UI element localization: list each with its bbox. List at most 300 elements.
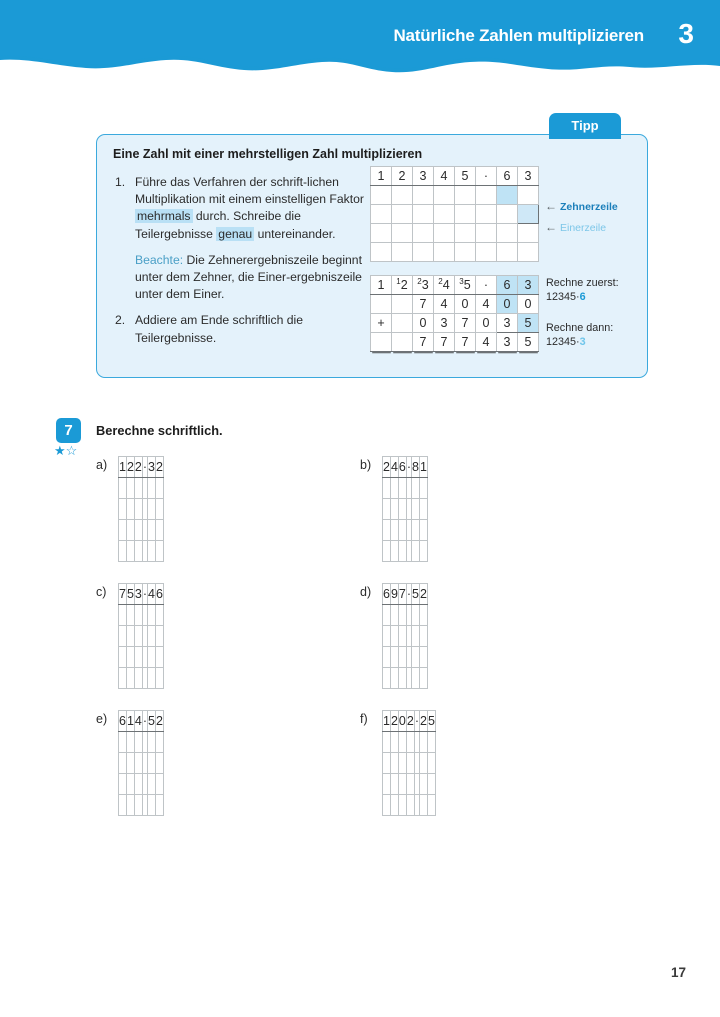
table-row: [383, 499, 428, 520]
tipp-tab: Tipp: [549, 113, 621, 139]
tipp-grid-blank: [370, 166, 539, 262]
cell: 4: [390, 457, 398, 478]
calc-digit: 3: [579, 336, 586, 348]
step-2-number: 2.: [115, 313, 126, 328]
carry-digit: 2: [417, 277, 422, 287]
table-row: [371, 333, 539, 352]
step-1-text-part1: Führe das Verfahren der schrift-lichen Multiplikation mit einem einstelligen Faktor: [135, 175, 364, 207]
cell: 1: [126, 711, 134, 732]
cell: [371, 276, 392, 295]
cell: [434, 224, 455, 243]
answer-cell[interactable]: [390, 626, 398, 647]
table-row: [383, 753, 436, 774]
answer-cell[interactable]: [390, 774, 398, 795]
answer-cell[interactable]: [383, 478, 391, 499]
cell: [497, 205, 518, 224]
cell: 6: [155, 584, 163, 605]
cell: 5: [518, 333, 539, 352]
table-row: [371, 295, 539, 314]
answer-cell[interactable]: [155, 605, 163, 626]
step-1-highlight-genau: genau: [218, 226, 253, 241]
answer-cell[interactable]: [427, 795, 435, 816]
answer-cell[interactable]: [398, 753, 406, 774]
cell-factor-3: 3: [518, 276, 539, 295]
cell: 0: [476, 314, 497, 333]
task-grid: [382, 710, 436, 816]
cell-highlight-einer: [518, 205, 539, 224]
cell: 5: [148, 711, 156, 732]
task-label: b): [360, 458, 372, 472]
cell: 0: [398, 711, 406, 732]
answer-cell[interactable]: [119, 795, 127, 816]
table-row: [371, 224, 539, 243]
task-grid: [382, 456, 428, 562]
answer-cell[interactable]: [419, 499, 427, 520]
cell: ·: [476, 167, 497, 186]
answer-cell[interactable]: [119, 626, 127, 647]
cell: 6: [497, 167, 518, 186]
cell: [455, 243, 476, 262]
cell: [413, 186, 434, 205]
side-note-first: [546, 276, 619, 304]
cell: [371, 224, 392, 243]
answer-cell[interactable]: [412, 541, 420, 562]
answer-cell[interactable]: [419, 520, 427, 541]
answer-cell[interactable]: [119, 499, 127, 520]
cell: 7: [434, 333, 455, 352]
calc-digit: 6: [579, 291, 586, 303]
task-label: d): [360, 585, 372, 599]
answer-cell[interactable]: [119, 774, 127, 795]
carry-digit: 2: [438, 277, 443, 287]
cell: 2: [419, 711, 427, 732]
answer-cell[interactable]: [390, 795, 398, 816]
cell: 2: [126, 457, 134, 478]
answer-cell[interactable]: [398, 732, 406, 753]
answer-cell[interactable]: [398, 499, 406, 520]
answer-cell[interactable]: [390, 753, 398, 774]
cell-text: 1: [377, 278, 385, 292]
answer-cell[interactable]: [134, 732, 142, 753]
answer-cell[interactable]: [148, 520, 156, 541]
cell: 2: [419, 584, 427, 605]
answer-cell[interactable]: [148, 774, 156, 795]
answer-cell[interactable]: [427, 753, 435, 774]
task-label: a): [96, 458, 108, 472]
chapter-number: 3: [678, 18, 694, 49]
tipp-box: [96, 134, 648, 378]
answer-cell[interactable]: [148, 626, 156, 647]
answer-cell[interactable]: [419, 647, 427, 668]
answer-cell[interactable]: [412, 520, 420, 541]
cell: [392, 224, 413, 243]
cell: 7: [455, 314, 476, 333]
answer-cell[interactable]: [390, 541, 398, 562]
answer-cell[interactable]: [119, 732, 127, 753]
cell: 3: [148, 457, 156, 478]
tipp-heading: Eine Zahl mit einer mehrstelligen Zahl multiplizieren: [113, 147, 423, 161]
answer-cell[interactable]: [383, 499, 391, 520]
cell: [371, 186, 392, 205]
answer-cell[interactable]: [419, 774, 427, 795]
table-row: [371, 314, 539, 333]
answer-cell[interactable]: [406, 795, 414, 816]
side-note-first-calc: [546, 290, 619, 304]
answer-cell[interactable]: [134, 478, 142, 499]
step-1-number: 1.: [115, 175, 126, 189]
answer-cell[interactable]: [383, 668, 391, 689]
cell: 6: [119, 711, 127, 732]
table-row: [119, 647, 164, 668]
answer-cell[interactable]: [383, 605, 391, 626]
answer-cell[interactable]: [134, 774, 142, 795]
cell: 3: [434, 314, 455, 333]
answer-cell[interactable]: [406, 774, 414, 795]
answer-cell[interactable]: [398, 668, 406, 689]
cell: ·: [142, 584, 147, 605]
answer-cell[interactable]: [148, 605, 156, 626]
answer-cell[interactable]: [390, 732, 398, 753]
cell: [392, 276, 413, 295]
cell: [476, 243, 497, 262]
table-row: [383, 795, 436, 816]
cell: [392, 243, 413, 262]
answer-cell[interactable]: [406, 753, 414, 774]
answer-cell[interactable]: [119, 605, 127, 626]
cell: [392, 333, 413, 352]
table-row: [119, 584, 164, 605]
cell: 4: [434, 295, 455, 314]
answer-cell[interactable]: [126, 774, 134, 795]
answer-cell[interactable]: [134, 605, 142, 626]
exercise-number-badge: 7: [56, 418, 81, 443]
answer-cell[interactable]: [134, 499, 142, 520]
cell-factor-6: 6: [497, 276, 518, 295]
answer-cell[interactable]: [119, 520, 127, 541]
answer-cell[interactable]: [390, 520, 398, 541]
answer-cell[interactable]: [119, 478, 127, 499]
cell: [497, 224, 518, 243]
answer-cell[interactable]: [390, 499, 398, 520]
answer-cell[interactable]: [126, 520, 134, 541]
tipp-note: [113, 252, 371, 304]
answer-cell[interactable]: [419, 626, 427, 647]
cell: [455, 276, 476, 295]
cell: [413, 224, 434, 243]
task-label: c): [96, 585, 107, 599]
cell-partial-einer: 5: [518, 314, 539, 333]
cell: 2: [406, 711, 414, 732]
cell: 5: [455, 167, 476, 186]
answer-cell[interactable]: [412, 668, 420, 689]
answer-cell[interactable]: [148, 753, 156, 774]
page-header-banner: [0, 0, 720, 90]
answer-cell[interactable]: [427, 774, 435, 795]
answer-cell[interactable]: [148, 478, 156, 499]
cell: [392, 295, 413, 314]
calc-base: 12345·: [546, 336, 580, 348]
answer-cell[interactable]: [383, 753, 391, 774]
table-row: [371, 243, 539, 262]
cell: [371, 333, 392, 352]
answer-cell[interactable]: [155, 795, 163, 816]
cell: 0: [518, 295, 539, 314]
task-grid: [382, 583, 428, 689]
table-row: [119, 774, 164, 795]
answer-cell[interactable]: [398, 520, 406, 541]
answer-cell[interactable]: [126, 478, 134, 499]
table-row: [383, 520, 428, 541]
answer-cell[interactable]: [412, 626, 420, 647]
answer-cell[interactable]: [419, 795, 427, 816]
cell: 3: [413, 167, 434, 186]
answer-cell[interactable]: [134, 795, 142, 816]
cell: [434, 243, 455, 262]
answer-cell[interactable]: [383, 626, 391, 647]
answer-cell[interactable]: [155, 499, 163, 520]
answer-cell[interactable]: [383, 732, 391, 753]
cell: [392, 314, 413, 333]
cell-text: 5: [463, 278, 471, 293]
table-row: [383, 478, 428, 499]
step-1-text-part3: untereinander.: [254, 226, 336, 241]
cell: 4: [476, 333, 497, 352]
table-row: [119, 668, 164, 689]
cell: [413, 276, 434, 295]
cell: 1: [119, 457, 127, 478]
answer-cell[interactable]: [390, 605, 398, 626]
cell: [476, 224, 497, 243]
cell: 2: [155, 457, 163, 478]
answer-cell[interactable]: [398, 626, 406, 647]
arrow-left-icon: ←: [545, 220, 557, 234]
cell: 5: [412, 584, 420, 605]
page-number: 17: [670, 965, 686, 980]
cell: 1: [383, 711, 391, 732]
side-note-second-calc: [546, 335, 613, 349]
cell: [371, 205, 392, 224]
cell: 7: [398, 584, 406, 605]
table-row: [119, 499, 164, 520]
answer-cell[interactable]: [148, 541, 156, 562]
table-row: [119, 711, 164, 732]
answer-cell[interactable]: [398, 774, 406, 795]
answer-cell[interactable]: [390, 478, 398, 499]
answer-cell[interactable]: [383, 795, 391, 816]
answer-cell[interactable]: [155, 753, 163, 774]
answer-cell[interactable]: [126, 626, 134, 647]
exercise-title: Berechne schriftlich.: [96, 423, 223, 438]
answer-cell[interactable]: [383, 541, 391, 562]
tipp-note-text: Die Zehnerergebniszeile beginnt unter dem Zehner, die Einer-ergebniszeile unter dem Einer.: [135, 252, 362, 302]
answer-cell[interactable]: [155, 774, 163, 795]
tipp-instructions: [113, 174, 371, 349]
cell: 4: [148, 584, 156, 605]
tipp-step-2: [113, 312, 371, 346]
answer-cell[interactable]: [134, 647, 142, 668]
table-row: [119, 541, 164, 562]
answer-cell[interactable]: [398, 795, 406, 816]
cell: ·: [414, 711, 419, 732]
cell: [518, 186, 539, 205]
tipp-grid-example: [370, 275, 539, 352]
table-row: [119, 732, 164, 753]
annotation-einerzeile-label: Einerzeile: [560, 222, 607, 234]
answer-cell[interactable]: [134, 626, 142, 647]
answer-cell[interactable]: [155, 541, 163, 562]
cell: 7: [413, 333, 434, 352]
answer-cell[interactable]: [148, 732, 156, 753]
answer-cell[interactable]: [119, 668, 127, 689]
answer-cell[interactable]: [126, 647, 134, 668]
cell: 4: [476, 295, 497, 314]
cell: 6: [398, 457, 406, 478]
cell: [413, 243, 434, 262]
cell: 4: [134, 711, 142, 732]
cell: 3: [134, 584, 142, 605]
cell: 8: [412, 457, 420, 478]
answer-cell[interactable]: [419, 732, 427, 753]
calc-base: 12345·: [546, 291, 580, 303]
answer-cell[interactable]: [419, 668, 427, 689]
page-title: Natürliche Zahlen multiplizieren: [393, 26, 644, 45]
arrow-left-icon: ←: [545, 199, 557, 213]
answer-cell[interactable]: [119, 753, 127, 774]
answer-cell[interactable]: [119, 541, 127, 562]
cell: 4: [434, 167, 455, 186]
annotation-zehnerzeile-label: Zehnerzeile: [560, 201, 618, 213]
cell: 0: [455, 295, 476, 314]
answer-cell[interactable]: [155, 478, 163, 499]
carry-digit: 1: [396, 277, 401, 287]
tipp-step-1: [113, 174, 371, 243]
cell: 3: [497, 314, 518, 333]
answer-cell[interactable]: [155, 647, 163, 668]
cell: 7: [119, 584, 127, 605]
cell: [518, 243, 539, 262]
table-row: [371, 205, 539, 224]
answer-cell[interactable]: [155, 626, 163, 647]
answer-cell[interactable]: [419, 478, 427, 499]
answer-cell[interactable]: [126, 541, 134, 562]
table-row: [383, 626, 428, 647]
cell: 2: [134, 457, 142, 478]
answer-cell[interactable]: [126, 668, 134, 689]
cell-text: 3: [421, 278, 429, 293]
answer-cell[interactable]: [126, 732, 134, 753]
cell: 7: [413, 295, 434, 314]
cell: 7: [455, 333, 476, 352]
answer-cell[interactable]: [126, 605, 134, 626]
answer-cell[interactable]: [119, 647, 127, 668]
answer-cell[interactable]: [412, 499, 420, 520]
answer-cell[interactable]: [419, 605, 427, 626]
cell: [518, 224, 539, 243]
answer-cell[interactable]: [155, 732, 163, 753]
cell: 5: [427, 711, 435, 732]
answer-cell[interactable]: [419, 753, 427, 774]
answer-cell[interactable]: [398, 541, 406, 562]
task-grid: [118, 710, 164, 816]
answer-cell[interactable]: [398, 605, 406, 626]
cell: 3: [518, 167, 539, 186]
answer-cell[interactable]: [155, 668, 163, 689]
answer-cell[interactable]: [412, 605, 420, 626]
cell-text: 4: [442, 278, 450, 293]
answer-cell[interactable]: [134, 753, 142, 774]
answer-cell[interactable]: [148, 499, 156, 520]
difficulty-stars-icon: ★☆: [54, 443, 78, 458]
cell-text: 2: [400, 278, 408, 293]
cell: 1: [419, 457, 427, 478]
answer-cell[interactable]: [427, 732, 435, 753]
answer-cell[interactable]: [134, 541, 142, 562]
answer-cell[interactable]: [126, 499, 134, 520]
table-row: [383, 457, 428, 478]
table-row: [383, 711, 436, 732]
task-label: f): [360, 712, 368, 726]
answer-cell[interactable]: [148, 647, 156, 668]
answer-cell[interactable]: [126, 753, 134, 774]
cell-highlight-zehner: [497, 186, 518, 205]
table-row: [383, 732, 436, 753]
answer-cell[interactable]: [419, 541, 427, 562]
cell: 6: [383, 584, 391, 605]
answer-cell[interactable]: [148, 668, 156, 689]
cell: 2: [392, 167, 413, 186]
table-row: [371, 167, 539, 186]
cell: ·: [476, 276, 497, 295]
answer-cell[interactable]: [134, 668, 142, 689]
answer-cell[interactable]: [398, 478, 406, 499]
annotation-zehnerzeile: [545, 199, 618, 213]
answer-cell[interactable]: [406, 732, 414, 753]
cell: [455, 186, 476, 205]
cell: ·: [142, 457, 147, 478]
cell: 3: [497, 333, 518, 352]
cell: [392, 186, 413, 205]
answer-cell[interactable]: [383, 520, 391, 541]
answer-cell[interactable]: [155, 520, 163, 541]
cell: [434, 276, 455, 295]
cell: [371, 243, 392, 262]
tipp-note-label: Beachte:: [135, 252, 184, 267]
cell: [392, 205, 413, 224]
table-row: [371, 186, 539, 205]
answer-cell[interactable]: [398, 647, 406, 668]
answer-cell[interactable]: [148, 795, 156, 816]
answer-cell[interactable]: [390, 668, 398, 689]
table-row: [119, 795, 164, 816]
answer-cell[interactable]: [134, 520, 142, 541]
table-row: [383, 584, 428, 605]
task-grid: [118, 456, 164, 562]
cell: [371, 295, 392, 314]
cell: 0: [413, 314, 434, 333]
table-row: [119, 605, 164, 626]
answer-cell[interactable]: [126, 795, 134, 816]
cell: [434, 186, 455, 205]
answer-cell[interactable]: [383, 774, 391, 795]
answer-cell[interactable]: [412, 647, 420, 668]
table-row: [383, 668, 428, 689]
answer-cell[interactable]: [390, 647, 398, 668]
answer-cell[interactable]: [383, 647, 391, 668]
cell: 9: [390, 584, 398, 605]
cell: ·: [406, 457, 411, 478]
answer-cell[interactable]: [412, 478, 420, 499]
annotation-einerzeile: [545, 220, 606, 234]
